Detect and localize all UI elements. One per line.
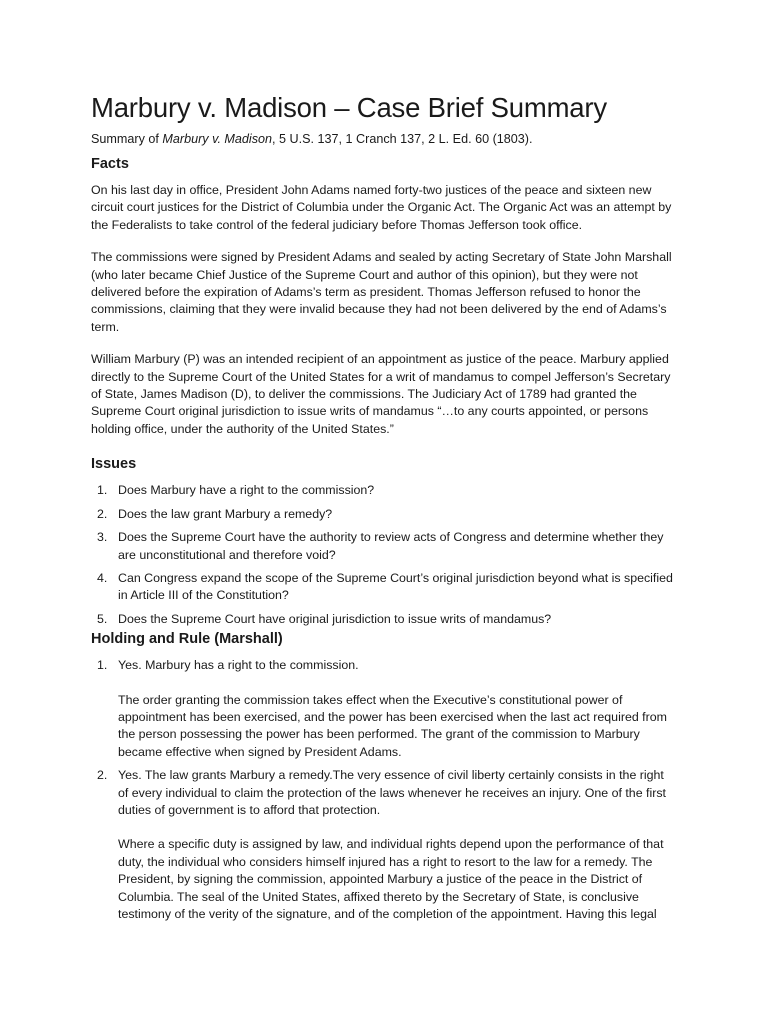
citation-reference: , 5 U.S. 137, 1 Cranch 137, 2 L. Ed. 60 (1803). — [272, 132, 533, 146]
issues-heading: Issues — [91, 456, 137, 473]
citation-prefix: Summary of — [91, 132, 163, 146]
issue-item — [91, 529, 676, 564]
holding-detail: The order granting the commission takes effect when the Executive’s constitutional power of appointment has been exercised, and the power has been exercised when the last act required from the person possessing the power has been performed. The grant of the commission to Marbury became effective when signed by President Adams. — [118, 692, 667, 759]
facts-heading: Facts — [91, 156, 129, 172]
holding-detail: Where a specific duty is assigned by law, and individual rights depend upon the performance of that duty, the individual who considers himself injured has a right to resort to the law for a remedy. The President, by signing the commission, appointed Marbury a justice of the peace in the District of Columbia. The seal of the United States, affixed thereto by the Secretary of State, is conclusive testimony of the verity of the signature, and of the completion of the appointment. Having this legal — [118, 837, 664, 921]
issue-number: 3. — [97, 530, 108, 545]
holding-number: 1. — [97, 658, 108, 673]
issue-item — [91, 482, 676, 499]
issue-text: Does Marbury have a right to the commission? — [118, 483, 375, 498]
issue-item — [91, 611, 676, 628]
case-name: Marbury v. Madison — [162, 132, 273, 146]
holding-item — [91, 657, 676, 761]
holding-item — [91, 767, 676, 923]
case-citation — [91, 130, 676, 148]
issue-number: 1. — [97, 483, 108, 498]
issue-text: Can Congress expand the scope of the Supreme Court’s original jurisdiction beyond what is specified in Article III of the Constitution? — [118, 570, 673, 603]
holding-text: Yes. Marbury has a right to the commission. — [118, 658, 359, 673]
holding-heading: Holding and Rule (Marshall) — [91, 631, 283, 648]
holding-text: Yes. The law grants Marbury a remedy.The very essence of civil liberty certainly consists in the right of every individual to claim the protection of the laws whenever he receives an injury. One of the first duties of government is to afford that protection. — [118, 768, 666, 817]
holding-list — [91, 657, 676, 923]
facts-paragraph-3: William Marbury (P) was an intended recipient of an appointment as justice of the peace. Marbury applied directly to the Supreme Court of the United States for a writ of mandamus to compel Jefferson’s Secretary of State, James Madison (D), to deliver the commissions. The Judiciary Act of 1789 had granted the Supreme Court original jurisdiction to issue writs of mandamus “…to any courts appointed, or persons holding office, under the authority of the United States.” — [91, 352, 671, 436]
issue-number: 5. — [97, 611, 108, 626]
facts-paragraph-1: On his last day in office, President John Adams named forty-two justices of the peace and sixteen new circuit court justices for the District of Columbia under the Organic Act. The Organic Act was an attempt by the Federalists to take control of the federal judiciary before Thomas Jefferson took office. — [91, 183, 672, 232]
issue-text: Does the law grant Marbury a remedy? — [118, 506, 333, 521]
facts-paragraph-2: The commissions were signed by President Adams and sealed by acting Secretary of State John Marshall (who later became Chief Justice of the Supreme Court and author of this opinion), but they were not delivered before the expiration of Adams’s term as president. Thomas Jefferson refused to honor the commissions, claiming that they were invalid because they had not been delivered by the end of Adams’s term. — [91, 250, 672, 334]
issue-number: 4. — [97, 570, 108, 585]
issue-text: Does the Supreme Court have the authority to review acts of Congress and determine whether they are unconstitutional and therefore void? — [118, 530, 664, 562]
page-title: Marbury v. Madison – Case Brief Summary — [91, 92, 607, 123]
issue-item — [91, 506, 676, 523]
issue-item — [91, 570, 676, 605]
issue-number: 2. — [97, 506, 108, 521]
issues-list — [91, 482, 676, 628]
holding-number: 2. — [97, 768, 108, 783]
issue-text: Does the Supreme Court have original jurisdiction to issue writs of mandamus? — [118, 611, 552, 626]
